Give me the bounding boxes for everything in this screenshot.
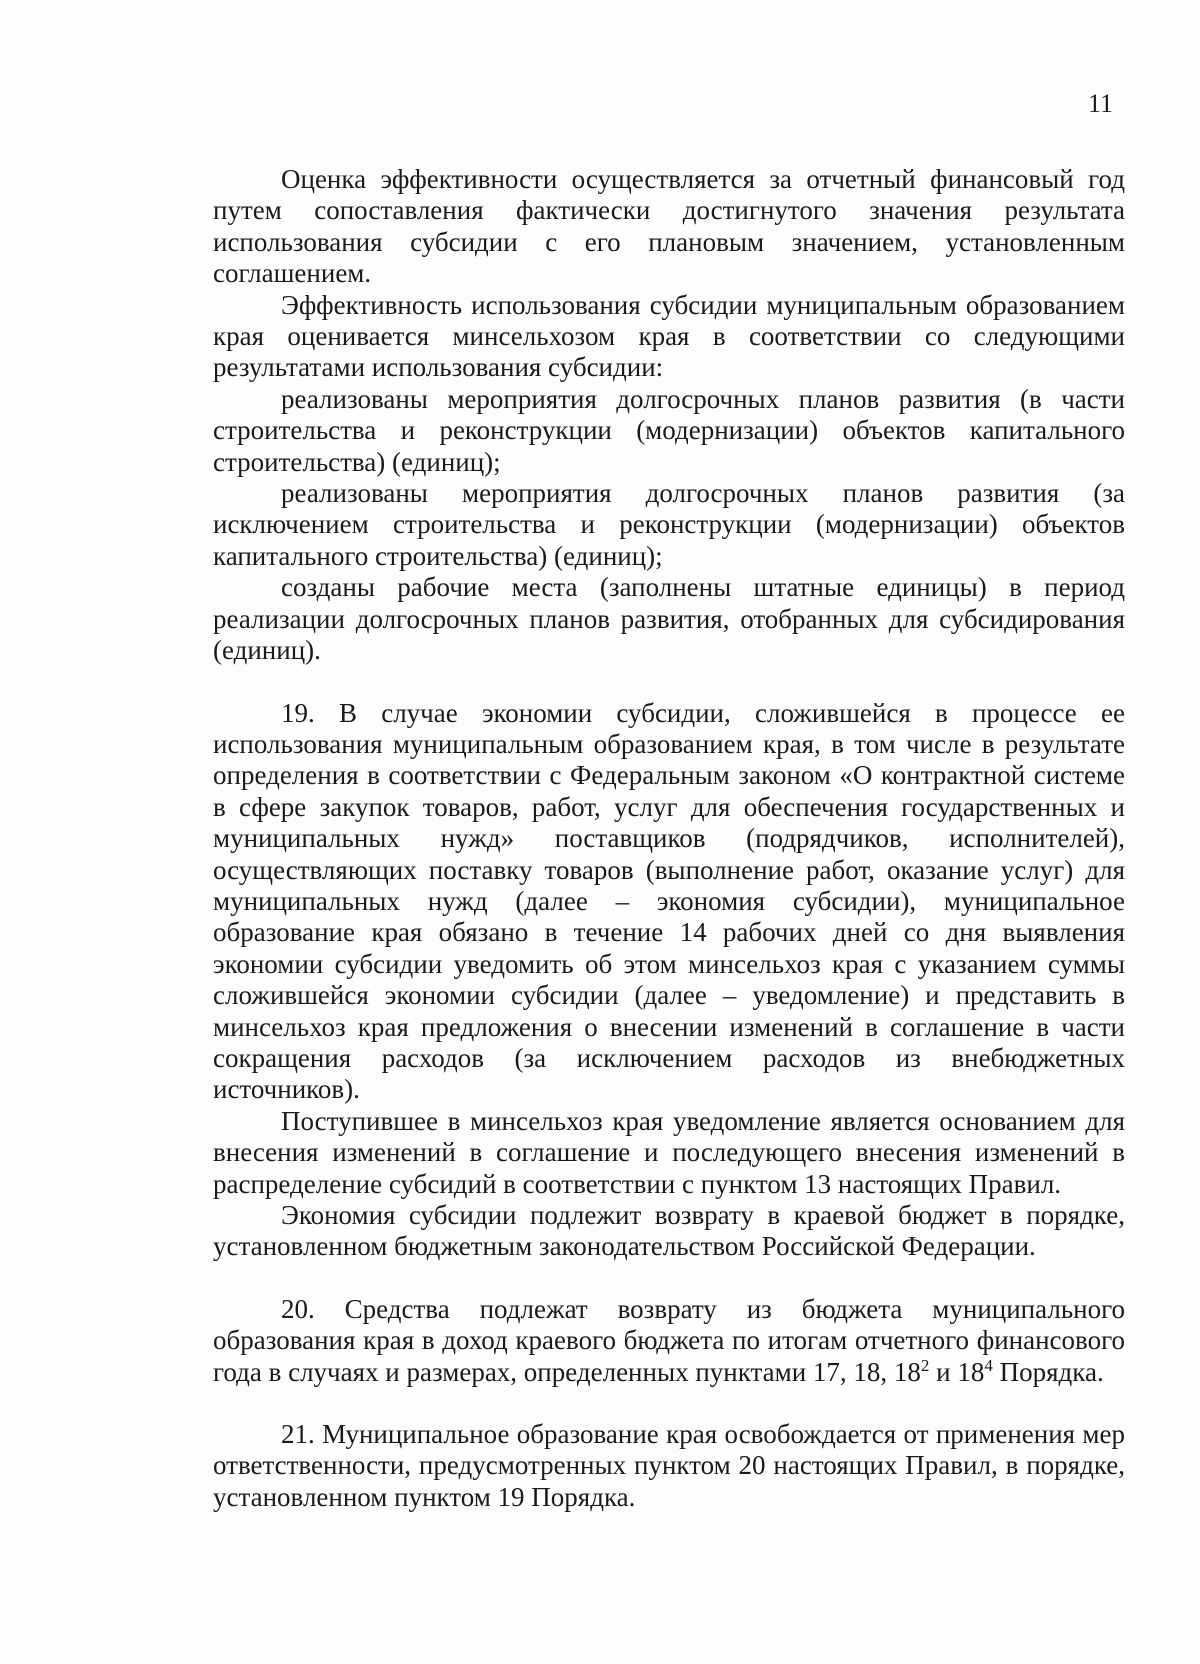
paragraph-clause-20 xyxy=(213,1294,1125,1388)
paragraph-clause-19: 19. В случае экономии субсидии, сложившейся в процессе ее использования муниципальным образованием края, в том числе в результате определения в соответствии с Федеральным законом «О контрактной системе в сфере закупок товаров, работ, услуг для обеспечения государственных и муниципальных нужд» поставщиков (подрядчиков, исполнителей), осуществляющих поставку товаров (выполнение работ, оказание услуг) для муниципальных нужд (далее – экономия субсидии), муниципальное образование края обязано в течение 14 рабочих дней со дня выявления экономии субсидии уведомить об этом минсельхоз края с указанием суммы сложившейся экономии субсидии (далее – уведомление) и представить в минсельхоз края предложения о внесении изменений в соглашение в части сокращения расходов (за исключением расходов из внебюджетных источников). xyxy=(213,697,1125,1105)
paragraph-clause-19-return: Экономия субсидии подлежит возврату в краевой бюджет в порядке, установленном бюджетным законодательством Российской Федерации. xyxy=(213,1200,1125,1262)
document-body xyxy=(213,164,1125,1513)
list-item-result-noncapital: реализованы мероприятия долгосрочных планов развития (за исключением строительства и реконструкции (модернизации) объектов капитального строительства) (единиц); xyxy=(213,478,1125,571)
clause-20-text-middle: и 18 xyxy=(929,1356,985,1387)
paragraph-clause-19-notice: Поступившее в минсельхоз края уведомление является основанием для внесения изменений в соглашение и последующего внесения изменений в распределение субсидий в соответствии с пунктом 13 настоящих Правил. xyxy=(213,1105,1125,1199)
clause-20-text-before: 20. Средства подлежат возврату из бюджета муниципального образования края в доход краевого бюджета по итогам отчетного финансового года в случаях и размерах, определенных пунктами 17, 18, 18 xyxy=(213,1293,1125,1387)
page-number: 11 xyxy=(1088,89,1114,118)
clause-20-text-after: Порядка. xyxy=(992,1356,1104,1387)
paragraph-efficiency-assessment: Оценка эффективности осуществляется за отчетный финансовый год путем сопоставления фактически достигнутого значения результата использования субсидии с его плановым значением, установленным соглашением. xyxy=(213,164,1125,289)
list-item-result-capital: реализованы мероприятия долгосрочных планов развития (в части строительства и реконструкции (модернизации) объектов капитального строительства) (единиц); xyxy=(213,383,1125,477)
paragraph-efficiency-results: Эффективность использования субсидии муниципальным образованием края оценивается минсельхозом края в соответствии со следующими результатами использования субсидии: xyxy=(213,289,1125,383)
clause-20-superscript-4: 4 xyxy=(984,1355,993,1375)
list-item-result-jobs: созданы рабочие места (заполнены штатные единицы) в период реализации долгосрочных планов развития, отобранных для субсидирования (единиц). xyxy=(213,572,1125,666)
clause-20-superscript-2: 2 xyxy=(920,1355,930,1375)
paragraph-clause-21: 21. Муниципальное образование края освобождается от применения мер ответственности, предусмотренных пунктом 20 настоящих Правил, в порядке, установленном пунктом 19 Порядка. xyxy=(213,1419,1125,1512)
